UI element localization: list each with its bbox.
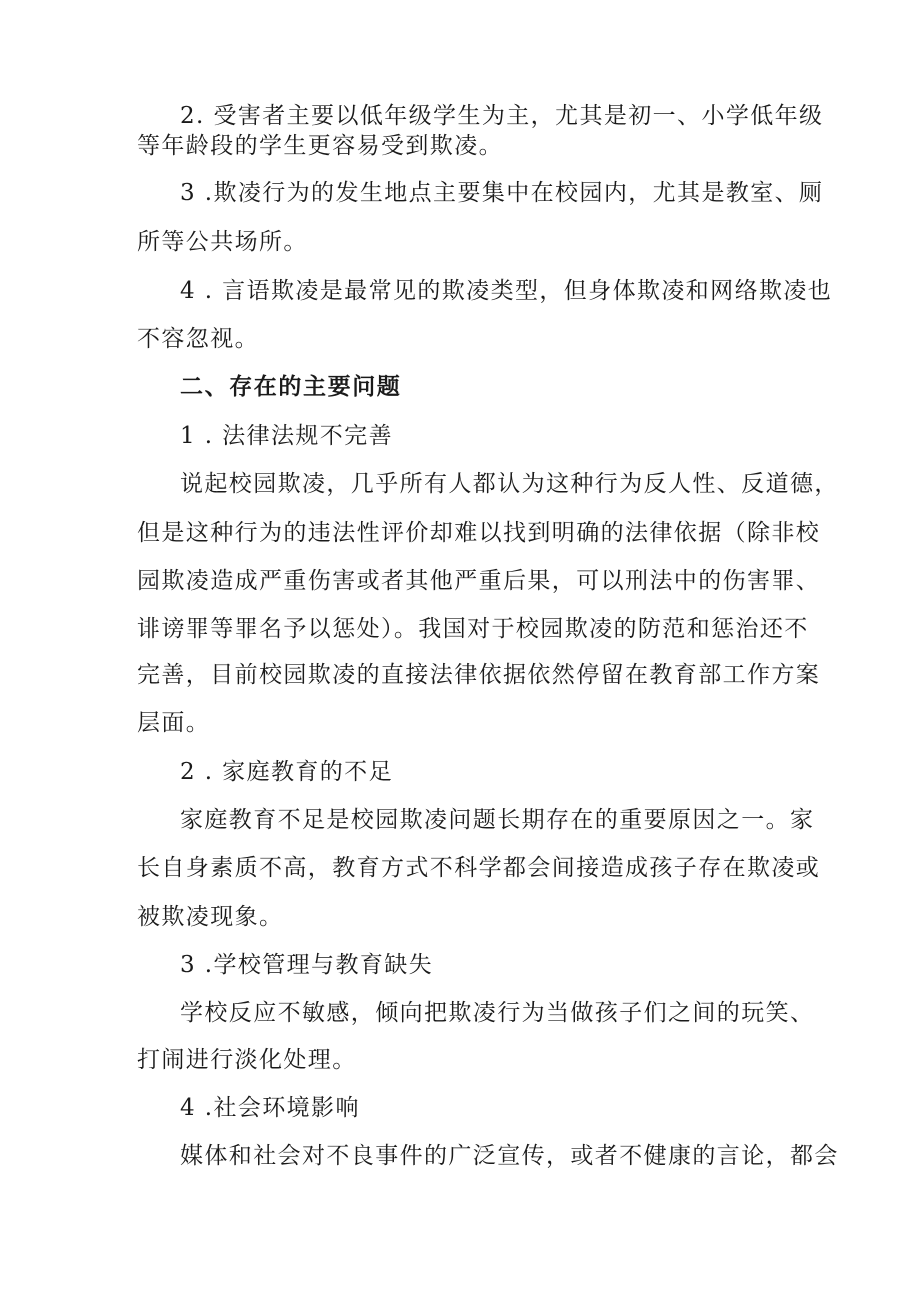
paragraph-law-line-4: 诽谤罪等罪名予以惩处）。我国对于校园欺凌的防范和惩治还不 — [137, 616, 809, 642]
section-heading: 二、存在的主要问题 — [180, 374, 402, 400]
paragraph-school-line-2: 打闹进行淡化处理。 — [137, 1047, 357, 1073]
paragraph-law-line-1: 说起校园欺凌，几乎所有人都认为这种行为反人性、反道德， — [180, 471, 839, 497]
paragraph-family-line-2: 长自身素质不高，教育方式不科学都会间接造成孩子存在欺凌或 — [137, 855, 821, 881]
subheading-law: 1 . 法律法规不完善 — [180, 423, 393, 449]
paragraph-society-line-1: 媒体和社会对不良事件的广泛宣传，或者不健康的言论，都会 — [180, 1143, 839, 1169]
subheading-family: 2 . 家庭教育的不足 — [180, 759, 393, 785]
list-item-3-line-1: 3 .欺凌行为的发生地点主要集中在校园内，尤其是教室、厕 — [180, 180, 824, 206]
paragraph-law-line-5: 完善，目前校园欺凌的直接法律依据依然停留在教育部工作方案 — [137, 662, 821, 688]
list-item-4-line-2: 不容忽视。 — [137, 326, 259, 352]
paragraph-law-line-6: 层面。 — [137, 710, 211, 736]
subheading-school: 3 .学校管理与教育缺失 — [180, 952, 434, 978]
list-item-2-line-1: 2. 受害者主要以低年级学生为主，尤其是初一、小学低年级 — [180, 103, 824, 129]
list-item-3-line-2: 所等公共场所。 — [137, 229, 308, 255]
paragraph-law-line-2: 但是这种行为的违法性评价却难以找到明确的法律依据（除非校 — [137, 520, 821, 546]
paragraph-school-line-1: 学校反应不敏感，倾向把欺凌行为当做孩子们之间的玩笑、 — [180, 1000, 815, 1026]
list-item-4-line-1: 4 . 言语欺凌是最常见的欺凌类型，但身体欺凌和网络欺凌也 — [180, 278, 833, 304]
paragraph-family-line-1: 家庭教育不足是校园欺凌问题长期存在的重要原因之一。家 — [180, 807, 815, 833]
paragraph-family-line-3: 被欺凌现象。 — [137, 904, 284, 930]
subheading-society: 4 .社会环境影响 — [180, 1095, 360, 1121]
list-item-2-line-2: 等年龄段的学生更容易受到欺凌。 — [137, 133, 503, 159]
paragraph-law-line-3: 园欺凌造成严重伤害或者其他严重后果，可以刑法中的伤害罪、 — [137, 568, 821, 594]
